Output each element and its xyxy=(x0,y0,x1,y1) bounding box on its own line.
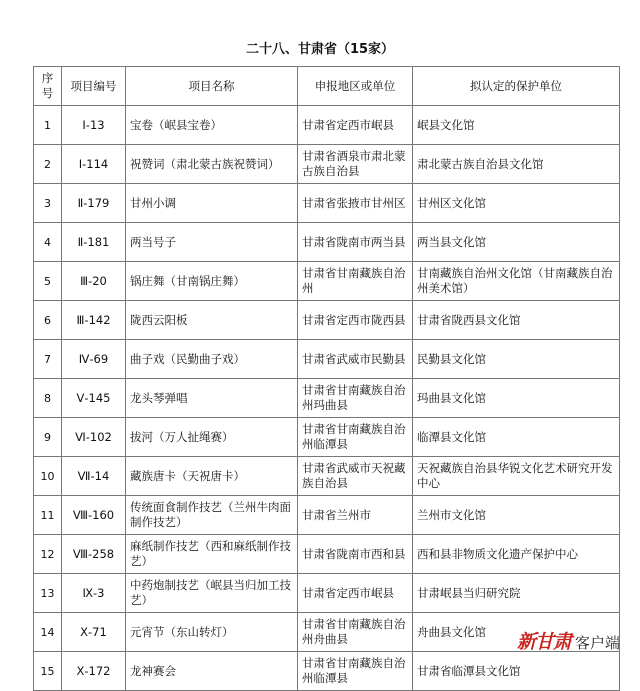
cell-area: 甘肃省酒泉市肃北蒙古族自治县 xyxy=(298,145,413,184)
cell-name: 传统面食制作技艺（兰州牛肉面制作技艺） xyxy=(126,496,298,535)
brand-logo: 新甘肃 xyxy=(516,631,571,653)
cell-name: 锅庄舞（甘南锅庄舞） xyxy=(126,262,298,301)
cell-code: Ⅵ-102 xyxy=(62,418,126,457)
cell-code: Ⅰ-114 xyxy=(62,145,126,184)
cell-code: Ⅸ-3 xyxy=(62,574,126,613)
cell-name: 中药炮制技艺（岷县当归加工技艺） xyxy=(126,574,298,613)
table-row xyxy=(34,340,620,379)
header-code: 项目编号 xyxy=(62,67,126,106)
heritage-table xyxy=(33,66,620,691)
cell-code: Ⅲ-20 xyxy=(62,262,126,301)
cell-code: Ⅷ-258 xyxy=(62,535,126,574)
table-row xyxy=(34,496,620,535)
cell-no: 9 xyxy=(34,418,62,457)
cell-no: 15 xyxy=(34,652,62,691)
cell-unit: 甘南藏族自治州文化馆（甘南藏族自治州美术馆） xyxy=(413,262,620,301)
cell-unit: 甘肃省陇西县文化馆 xyxy=(413,301,620,340)
table-row xyxy=(34,184,620,223)
table-row xyxy=(34,223,620,262)
cell-area: 甘肃省张掖市甘州区 xyxy=(298,184,413,223)
table-row xyxy=(34,379,620,418)
cell-no: 11 xyxy=(34,496,62,535)
cell-unit: 甘肃岷县当归研究院 xyxy=(413,574,620,613)
watermark xyxy=(517,627,620,654)
table-row xyxy=(34,106,620,145)
cell-name: 元宵节（东山转灯） xyxy=(126,613,298,652)
cell-no: 8 xyxy=(34,379,62,418)
cell-unit: 肃北蒙古族自治县文化馆 xyxy=(413,145,620,184)
header-name: 项目名称 xyxy=(126,67,298,106)
cell-code: Ⅱ-181 xyxy=(62,223,126,262)
cell-unit: 临潭县文化馆 xyxy=(413,418,620,457)
cell-no: 3 xyxy=(34,184,62,223)
cell-code: Ⅷ-160 xyxy=(62,496,126,535)
cell-name: 甘州小调 xyxy=(126,184,298,223)
cell-no: 5 xyxy=(34,262,62,301)
table-row xyxy=(34,574,620,613)
cell-no: 12 xyxy=(34,535,62,574)
cell-unit: 甘州区文化馆 xyxy=(413,184,620,223)
cell-code: Ⅳ-69 xyxy=(62,340,126,379)
cell-name: 祝赞词（肃北蒙古族祝赞词） xyxy=(126,145,298,184)
cell-name: 藏族唐卡（天祝唐卡） xyxy=(126,457,298,496)
cell-no: 13 xyxy=(34,574,62,613)
cell-area: 甘肃省甘南藏族自治州 xyxy=(298,262,413,301)
cell-no: 10 xyxy=(34,457,62,496)
cell-unit: 西和县非物质文化遗产保护中心 xyxy=(413,535,620,574)
table-row xyxy=(34,535,620,574)
cell-code: Ⅲ-142 xyxy=(62,301,126,340)
cell-area: 甘肃省武威市天祝藏族自治县 xyxy=(298,457,413,496)
cell-unit: 甘肃省临潭县文化馆 xyxy=(413,652,620,691)
cell-no: 14 xyxy=(34,613,62,652)
cell-name: 龙头琴弹唱 xyxy=(126,379,298,418)
cell-no: 6 xyxy=(34,301,62,340)
cell-unit: 舟曲县文化馆 xyxy=(413,613,620,652)
cell-no: 1 xyxy=(34,106,62,145)
cell-name: 曲子戏（民勤曲子戏） xyxy=(126,340,298,379)
cell-name: 麻纸制作技艺（西和麻纸制作技艺） xyxy=(126,535,298,574)
header-unit: 拟认定的保护单位 xyxy=(413,67,620,106)
cell-unit: 玛曲县文化馆 xyxy=(413,379,620,418)
cell-no: 7 xyxy=(34,340,62,379)
header-no: 序号 xyxy=(34,67,62,106)
cell-no: 4 xyxy=(34,223,62,262)
cell-code: Ⅰ-13 xyxy=(62,106,126,145)
cell-code: Ⅱ-179 xyxy=(62,184,126,223)
cell-name: 陇西云阳板 xyxy=(126,301,298,340)
cell-unit: 民勤县文化馆 xyxy=(413,340,620,379)
table-row xyxy=(34,457,620,496)
cell-no: 2 xyxy=(34,145,62,184)
table-row xyxy=(34,301,620,340)
cell-name: 宝卷（岷县宝卷） xyxy=(126,106,298,145)
table-row xyxy=(34,262,620,301)
cell-code: Ⅹ-172 xyxy=(62,652,126,691)
cell-name: 两当号子 xyxy=(126,223,298,262)
cell-unit: 两当县文化馆 xyxy=(413,223,620,262)
cell-unit: 岷县文化馆 xyxy=(413,106,620,145)
cell-area: 甘肃省定西市岷县 xyxy=(298,574,413,613)
table-row xyxy=(34,145,620,184)
cell-area: 甘肃省定西市陇西县 xyxy=(298,301,413,340)
header-area: 申报地区或单位 xyxy=(298,67,413,106)
cell-area: 甘肃省甘南藏族自治州玛曲县 xyxy=(298,379,413,418)
cell-name: 拔河（万人扯绳赛） xyxy=(126,418,298,457)
cell-area: 甘肃省兰州市 xyxy=(298,496,413,535)
brand-text: 客户端 xyxy=(574,634,620,652)
cell-area: 甘肃省定西市岷县 xyxy=(298,106,413,145)
table-row xyxy=(34,418,620,457)
cell-code: Ⅶ-14 xyxy=(62,457,126,496)
table-title: 二十八、甘肃省（15家） xyxy=(245,42,395,57)
cell-code: Ⅴ-145 xyxy=(62,379,126,418)
table-row xyxy=(34,652,620,691)
header-row xyxy=(34,67,620,106)
cell-name: 龙神赛会 xyxy=(126,652,298,691)
cell-area: 甘肃省武威市民勤县 xyxy=(298,340,413,379)
cell-area: 甘肃省陇南市两当县 xyxy=(298,223,413,262)
cell-area: 甘肃省陇南市西和县 xyxy=(298,535,413,574)
cell-code: Ⅹ-71 xyxy=(62,613,126,652)
cell-area: 甘肃省甘南藏族自治州舟曲县 xyxy=(298,613,413,652)
cell-area: 甘肃省甘南藏族自治州临潭县 xyxy=(298,652,413,691)
cell-area: 甘肃省甘南藏族自治州临潭县 xyxy=(298,418,413,457)
cell-unit: 兰州市文化馆 xyxy=(413,496,620,535)
cell-unit: 天祝藏族自治县华锐文化艺术研究开发中心 xyxy=(413,457,620,496)
